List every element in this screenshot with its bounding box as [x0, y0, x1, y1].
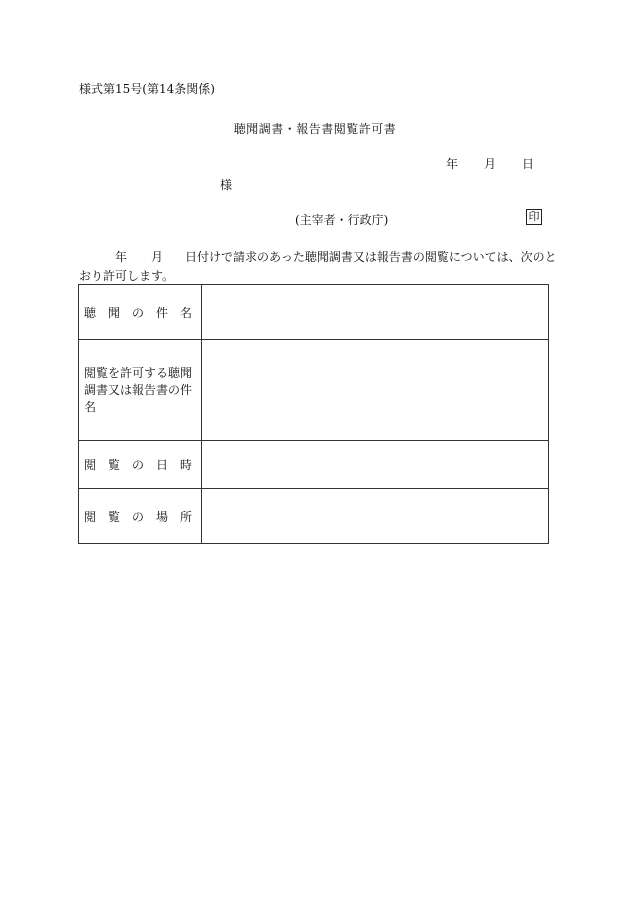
- value-hearing-subject[interactable]: [202, 285, 549, 340]
- document-title: 聴聞調書・報告書閲覧許可書: [233, 122, 397, 136]
- body-month: 月: [151, 250, 164, 264]
- body-text-rest: 日付けで請求のあった聴聞調書又は報告書の閲覧については、次のと: [185, 250, 557, 264]
- body-year: 年: [115, 250, 128, 264]
- label-char: 閲: [84, 458, 97, 472]
- label-hearing-subject: [79, 285, 202, 340]
- label-char: の: [131, 305, 144, 320]
- table-row-subject: [79, 285, 549, 340]
- table-row-place: [79, 489, 549, 544]
- recipient-suffix: 様: [220, 178, 233, 192]
- date-day-label: 日: [522, 157, 535, 171]
- label-char: 名: [179, 305, 192, 320]
- table-row-permitted-document: [79, 340, 549, 441]
- label-inspection-place: [79, 489, 202, 544]
- date-line: [446, 155, 534, 172]
- permit-table: [78, 284, 549, 544]
- label-char: の: [131, 509, 144, 524]
- label-char: 聞: [107, 305, 120, 320]
- date-month-label: 月: [484, 157, 497, 171]
- label-char: 閲: [84, 509, 97, 524]
- label-inspection-datetime: [79, 441, 202, 489]
- label-char: 所: [179, 509, 192, 524]
- value-inspection-datetime[interactable]: [202, 441, 549, 489]
- value-permitted-document[interactable]: [202, 340, 549, 441]
- date-year-label: 年: [446, 157, 459, 171]
- body-paragraph: [79, 248, 557, 286]
- form-number: 様式第15号(第14条関係): [79, 82, 215, 96]
- label-char: 覧: [107, 509, 120, 524]
- value-inspection-place[interactable]: [202, 489, 549, 544]
- label-char: 時: [179, 458, 192, 472]
- body-text-line2: おり許可します。: [79, 269, 175, 283]
- label-char: の: [131, 458, 144, 472]
- label-char: 場: [155, 509, 168, 524]
- label-char: 聴: [84, 305, 97, 320]
- issuer-name: (主宰者・行政庁): [295, 213, 389, 227]
- label-permitted-document-text: 閲覧を許可する聴聞調書又は報告書の件名: [84, 365, 193, 414]
- label-permitted-document: [79, 340, 202, 441]
- label-char: 件: [155, 305, 168, 320]
- seal-stamp: 印: [526, 209, 542, 225]
- label-char: 日: [155, 458, 168, 472]
- table-row-datetime: [79, 441, 549, 489]
- label-char: 覧: [107, 458, 120, 472]
